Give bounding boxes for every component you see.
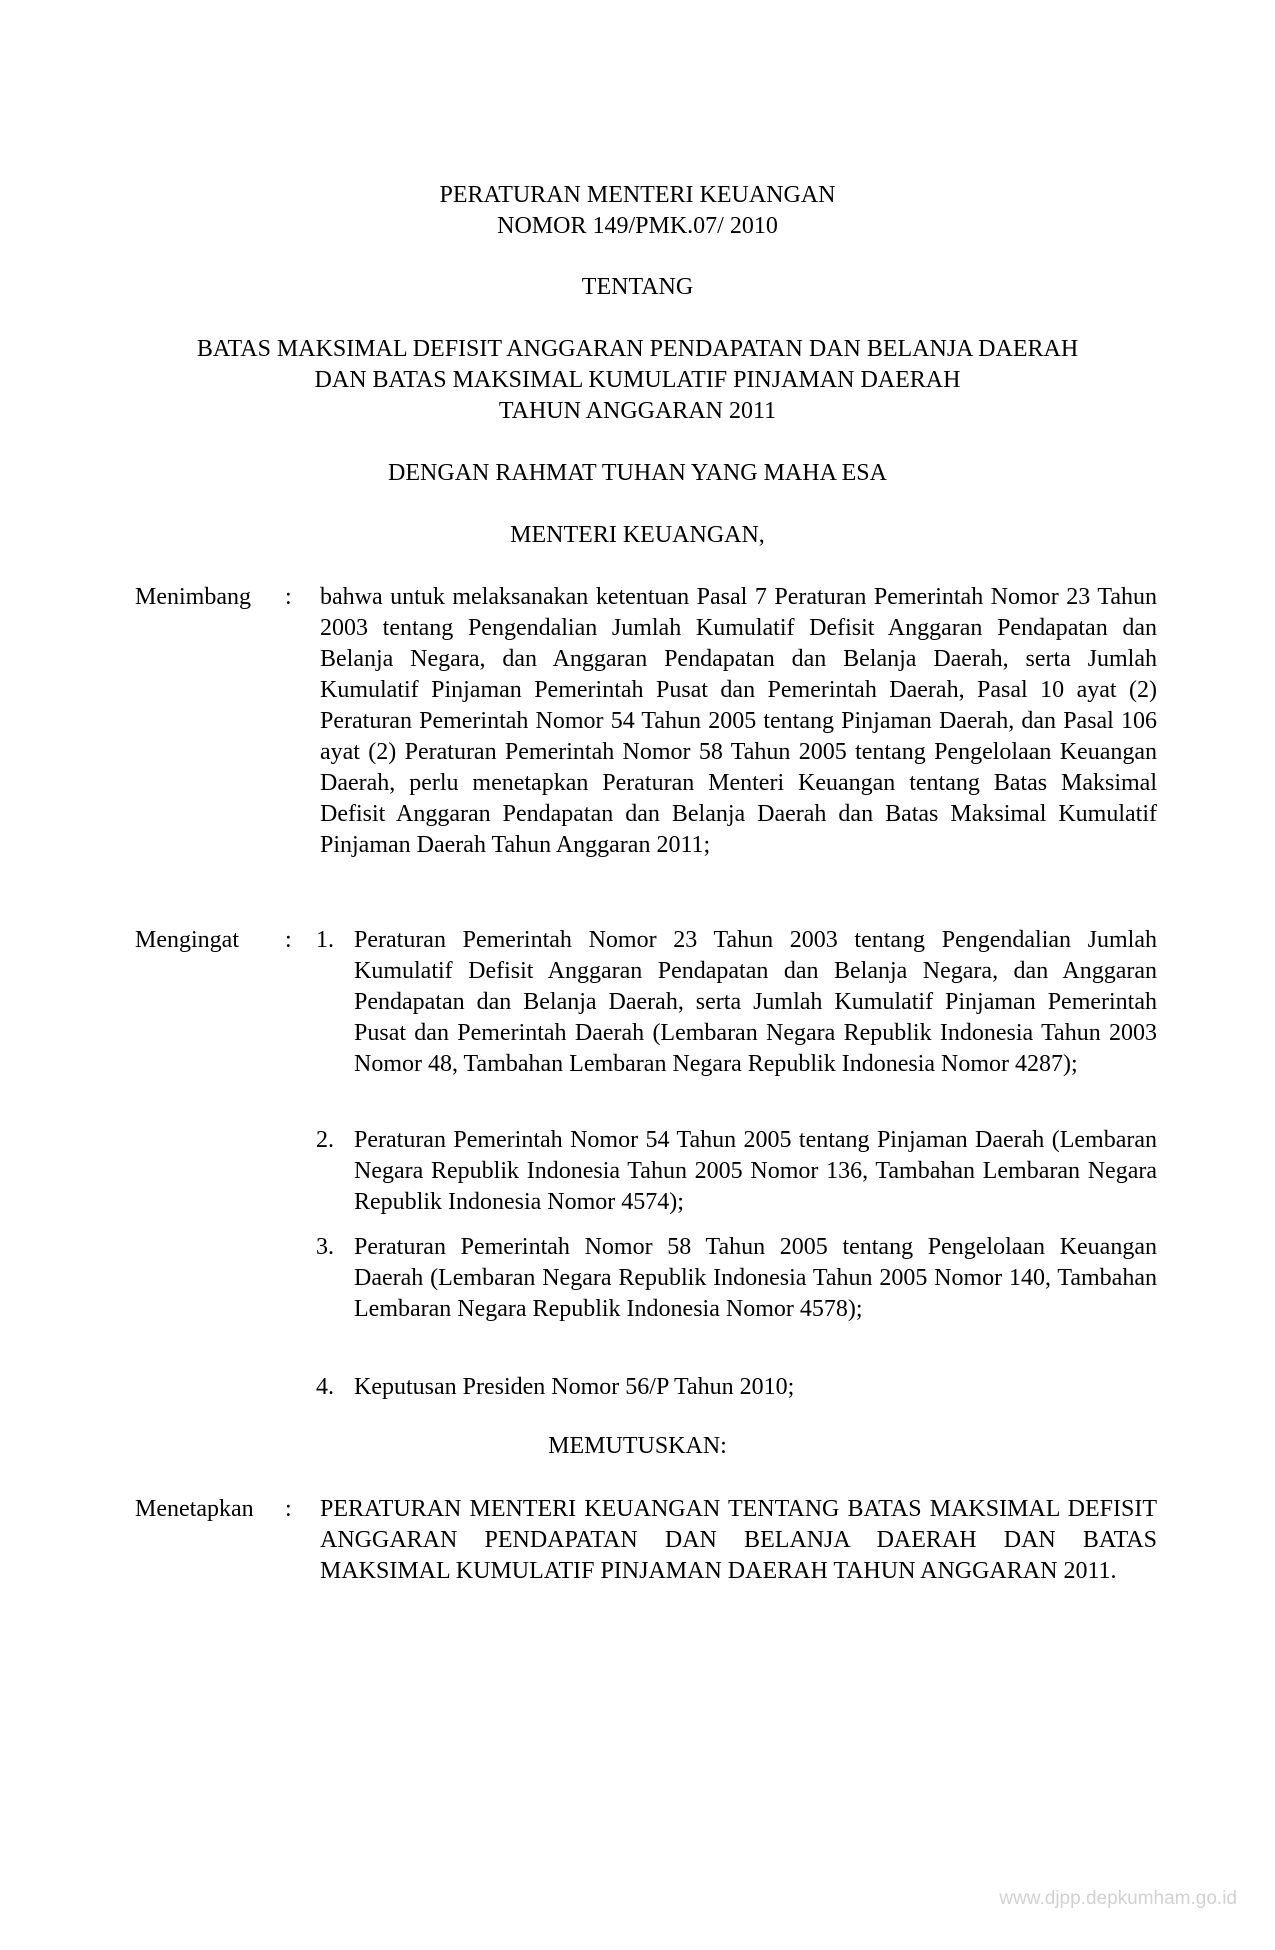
- invocation: DENGAN RAHMAT TUHAN YANG MAHA ESA: [388, 460, 887, 486]
- authority: MENTERI KEUANGAN,: [510, 522, 765, 548]
- subject-line-3: TAHUN ANGGARAN 2011: [498, 398, 777, 424]
- watermark: www.djpp.depkumham.go.id: [999, 1888, 1237, 1909]
- list-item-text: Peraturan Pemerintah Nomor 54 Tahun 2005 tentang Pinjaman Daerah (Lembaran Negara Republik Indonesia Tahun 2005 Nomor 136, Tambahan Lembaran Negara Republik Indonesia Nomor 4574);: [354, 1127, 1157, 1215]
- menimbang-text: bahwa untuk melaksanakan ketentuan Pasal 7 Peraturan Pemerintah Nomor 23 Tahun 2003 tentang Pengendalian Jumlah Kumulatif Defisit Anggaran Pendapatan dan Belanja Negara, dan Anggaran Pendapatan dan Belanja Daerah, serta Jumlah Kumulatif Pinjaman Pemerintah Pusat dan Pemerintah Daerah, Pasal 10 ayat (2) Peraturan Pemerintah Nomor 54 Tahun 2005 tentang Pinjaman Daerah, dan Pasal 106 ayat (2) Peraturan Pemerintah Nomor 58 Tahun 2005 tentang Pengelolaan Keuangan Daerah, perlu menetapkan Peraturan Menteri Keuangan tentang Batas Maksimal Defisit Anggaran Pendapatan dan Belanja Daerah dan Batas Maksimal Kumulatif Pinjaman Daerah Tahun Anggaran 2011;: [320, 584, 1157, 858]
- list-item-text: Keputusan Presiden Nomor 56/P Tahun 2010;: [354, 1374, 795, 1400]
- menetapkan-text: PERATURAN MENTERI KEUANGAN TENTANG BATAS MAKSIMAL DEFISIT ANGGARAN PENDAPATAN DAN BELANJA DAERAH DAN BATAS MAKSIMAL KUMULATIF PINJAMAN DAERAH TAHUN ANGGARAN 2011.: [320, 1496, 1157, 1584]
- subject-line-2: DAN BATAS MAKSIMAL KUMULATIF PINJAMAN DAERAH: [314, 367, 961, 393]
- list-item-text: Peraturan Pemerintah Nomor 58 Tahun 2005 tentang Pengelolaan Keuangan Daerah (Lembaran Negara Republik Indonesia Tahun 2005 Nomor 140, Tambahan Lembaran Negara Republik Indonesia Nomor 4578);: [354, 1234, 1157, 1322]
- regulation-number: NOMOR 149/PMK.07/ 2010: [497, 213, 778, 239]
- list-item-number: 4.: [316, 1374, 334, 1400]
- menimbang-colon: :: [285, 584, 292, 610]
- list-item-number: 2.: [316, 1127, 334, 1153]
- list-item-text: Peraturan Pemerintah Nomor 23 Tahun 2003 tentang Pengendalian Jumlah Kumulatif Defisit Anggaran Pendapatan dan Belanja Negara, dan Anggaran Pendapatan dan Belanja Daerah, serta Jumlah Kumulatif Pinjaman Pemerintah Pusat dan Pemerintah Daerah (Lembaran Negara Republik Indonesia Tahun 2003 Nomor 48, Tambahan Lembaran Negara Republik Indonesia Nomor 4287);: [354, 927, 1157, 1077]
- regulation-title: PERATURAN MENTERI KEUANGAN: [439, 182, 836, 208]
- list-item-number: 1.: [316, 927, 334, 953]
- about-heading: TENTANG: [581, 274, 694, 300]
- mengingat-colon: :: [285, 927, 292, 953]
- subject-line-1: BATAS MAKSIMAL DEFISIT ANGGARAN PENDAPATAN DAN BELANJA DAERAH: [196, 336, 1079, 362]
- mengingat-label: Mengingat: [135, 927, 239, 953]
- list-item-number: 3.: [316, 1234, 334, 1260]
- menimbang-label: Menimbang: [135, 584, 251, 610]
- menetapkan-colon: :: [285, 1496, 292, 1522]
- memutuskan-heading: MEMUTUSKAN:: [548, 1433, 727, 1459]
- menetapkan-label: Menetapkan: [135, 1496, 254, 1522]
